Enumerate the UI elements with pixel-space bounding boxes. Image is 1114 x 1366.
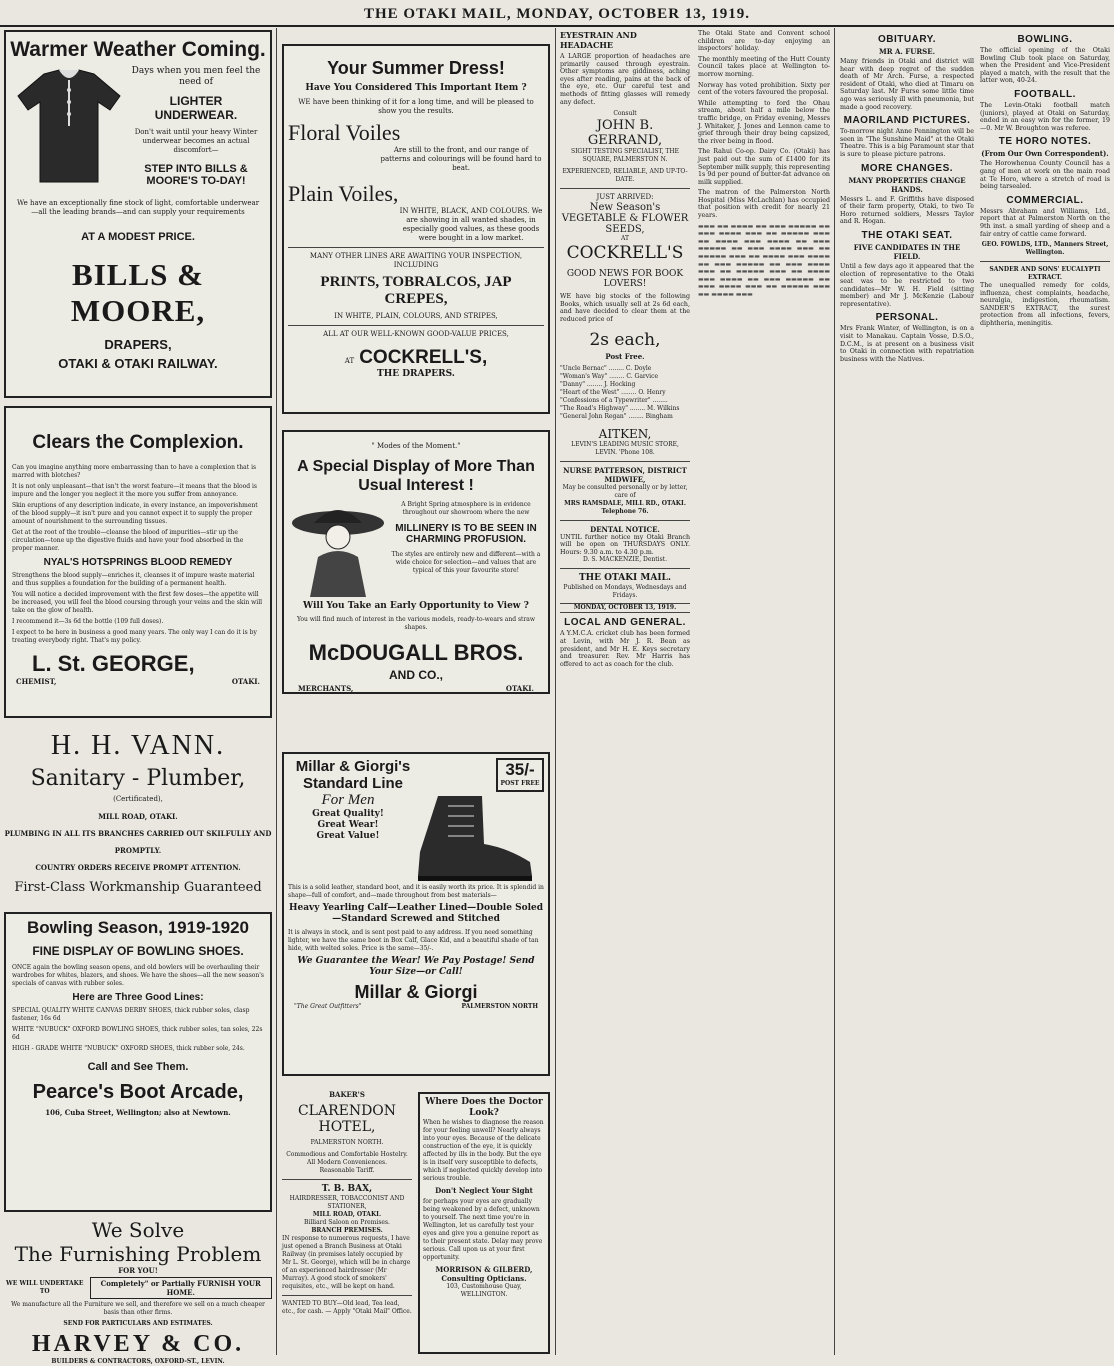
ad-address: BUILDERS & CONTRACTORS, OXFORD-ST., LEVIN. (51, 1358, 225, 1365)
article-text: The Levin-Otaki football match (juniors), played at Otaki on Saturday, ended in an easy win for the former, 19—0. Mr W. Broughton was referee. (980, 101, 1110, 132)
ad-firm: COCKRELL'S (566, 243, 684, 264)
harvey-ad (4, 1218, 272, 1365)
ad-text: MRS RAMSDALE, MILL RD., OTAKI. Telephone 76. (564, 499, 686, 515)
ad-text: It is not only unpleasant—that isn't the worst feature—it means that the blood is impure and the longer you neglect it the more you suffer from annoyance. (12, 483, 257, 498)
section-heading: MORE CHANGES. (860, 162, 954, 174)
ad-lighter: LIGHTER UNDERWEAR. (154, 94, 238, 122)
ad-town: PALMERSTON NORTH (461, 1003, 538, 1010)
ad-drapers: THE DRAPERS. (377, 369, 455, 379)
ad-great: Great Wear! (317, 820, 379, 830)
ad-text: MILL ROAD, OTAKI. (312, 1211, 382, 1218)
ad-line: The Furnishing Problem (14, 1242, 262, 1266)
section-heading: FOOTBALL. (1014, 88, 1076, 100)
section-heading: TE HORO NOTES. (998, 136, 1092, 148)
ad-trade: Sanitary - Plumber, (30, 766, 246, 791)
ad-guarantee: We Guarantee the Wear! We Pay Postage! Send Your Size—or Call! (297, 956, 535, 977)
section-subheading: FIVE CANDIDATES IN THE FIELD. (853, 242, 961, 261)
ad-text: SIGHT TESTING SPECIALIST, THE SQUARE, PALMERSTON N. (570, 148, 680, 164)
section-subheading: (From Our Own Correspondent). (981, 149, 1109, 159)
ad-great: Great Value! (316, 831, 380, 841)
ad-address: MILL ROAD, OTAKI. (98, 812, 178, 821)
ad-name: JOHN B. GERRAND, (587, 118, 663, 149)
ad-text: May be consulted personally or by letter, care of (562, 483, 688, 499)
column-rule (555, 28, 556, 1355)
ad-call: Call and See Them. (87, 1061, 189, 1073)
column-rule (276, 28, 277, 1355)
section-heading: OBITUARY. (877, 34, 937, 45)
ad-text: Billiard Saloon on Premises. (304, 1219, 390, 1226)
section-heading: BOWLING. (1017, 34, 1073, 45)
ad-firm: Pearce's Boot Arcade, (32, 1081, 244, 1103)
ad-tagline: "The Great Outfitters" (294, 1003, 362, 1010)
ad-heading: MILLINERY IS TO BE SEEN IN CHARMING PROFUSION. (395, 523, 537, 545)
ad-line: WE WILL UNDERTAKE TO (6, 1280, 84, 1295)
ad-text: AND CO., (389, 668, 443, 682)
ad-text: AT (344, 357, 355, 365)
ad-heading: Here are Three Good Lines: (72, 992, 204, 1003)
ad-text: You will notice a decided improvement with the first few doses—the appetite will be increased, you will feel the blood coursing through your veins and the skin will take on the glow of health. (12, 591, 263, 614)
article-text: Until a few days ago it appeared that the election of representative to the Otaki seat was to be restricted to two candidates—Mr W. H. Field (sitting member) and Mr J. McKenzie (Labour representative). (840, 262, 974, 308)
ad-text: OTAKI. (505, 684, 534, 693)
article-text: A Y.M.C.A. cricket club has been formed at Levin, with Mr J. R. Bean as president, and Mr H. E. Keys secretary and treasurer. Rev. Mr Harris has offered to act as coach for the club. (560, 630, 690, 668)
book-list-item: "Danny" ........ J. Hocking (560, 380, 636, 388)
article-text: The Horowhenua County Council has a gang of men at work on the main road at Te Horo, where a stretch of road is being tarsealed. (980, 160, 1110, 191)
ad-address: 106, Cuba Street, Wellington; also at Newtown. (45, 1108, 231, 1117)
article-text: To-morrow night Anne Pennington will be seen in "The Sunshine Maid" at the Otaki Theatre. This is a big Paramount star that is sure to please picture patrons. (840, 128, 974, 158)
ad-heading: GOOD NEWS FOR BOOK LOVERS! (566, 269, 684, 290)
ad-text: for perhaps your eyes are gradually being weakened by a defect, unknown to yourself. The next time you're in Wellington, let us carefully test your eyes and give you a genuine report as to their present state. Delay may prove serious. Call upon us at your first opportunity. (423, 1198, 543, 1261)
col3-news (698, 30, 830, 1350)
ad-text: PALMERSTON NORTH. (310, 1139, 384, 1146)
ad-for: For Men (321, 792, 375, 808)
ad-question: Have You Considered This Important Item ? (305, 83, 527, 93)
ad-heading: Don't Neglect Your Sight (435, 1186, 533, 1195)
masthead: THE OTAKI MAIL, MONDAY, OCTOBER 13, 1919. (0, 3, 1114, 27)
ad-subtitle: FINE DISPLAY OF BOWLING SHOES. (32, 944, 244, 958)
ad-guarantee: First-Class Workmanship Guaranteed (14, 880, 262, 895)
ad-text: Commodious and Comfortable Hostelry. (286, 1151, 408, 1158)
woman-hat-illustration (288, 501, 388, 597)
ad-remedy: NYAL'S HOTSPRINGS BLOOD REMEDY (43, 557, 233, 568)
millar-giorgi-ad (282, 752, 550, 1076)
ad-heading: Floral Voiles (288, 120, 401, 145)
book-list-item: "Heart of the West" ........ O. Henry (560, 388, 666, 396)
ad-firm: GEO. FOWLDS, LTD., Manners Street, Wellington. (981, 241, 1109, 257)
column-rule (834, 28, 835, 1355)
ad-firm: MORRISON & GILBERD, Consulting Opticians. (435, 1265, 533, 1283)
ad-heading: New Season's VEGETABLE & FLOWER SEEDS, (561, 202, 689, 236)
ad-text: This is a solid leather, standard boot, and it is easily worth its price. It is splendid in shape—full of comfort, and—made throughout from best materials— (288, 884, 544, 899)
section-heading: LOCAL AND GENERAL. (564, 617, 686, 629)
ad-text: JUST ARRIVED: (596, 193, 654, 202)
ad-stock: We have an exceptionally fine stock of light, comfortable underwear—all the leading brands—and can supply your requirements (16, 199, 260, 216)
ad-text: I recommend it—3s 6d the bottle (109 full doses). (12, 618, 164, 625)
ad-title: Bowling Season, 1919-1920 (26, 918, 250, 937)
ad-heading: PRINTS, TOBRALCOS, JAP CREPES, (320, 274, 512, 307)
ad-title: Millar & Giorgi's Standard Line (295, 758, 411, 792)
ad-text: Strengthens the blood supply—enriches it, cleanses it of impure waste material and thus supplies a foundation for the building of a permanent health. (12, 572, 255, 587)
ad-great: Great Quality! (312, 809, 384, 819)
ad-drapers: DRAPERS, (104, 337, 172, 352)
article-text: The Otaki State and Convent school children are to-day enjoying an inspectors' holiday. (698, 30, 830, 53)
ad-text: When he wishes to diagnose the reason for your feeling unwell? Nearly always into your eyes. Because of the delicate construction of the eye, it is quickly affected by ills in the body. But the eye is in itself very susceptible to defects, which if neglected quickly develop into serious trouble. (423, 1119, 544, 1182)
ad-name: T. B. BAX, (321, 1184, 373, 1194)
morrison-gilberd-ad (418, 1092, 550, 1354)
article-text: The official opening of the Otaki Bowling Club took place on Saturday, when the President and Vice-President played a match, with the result that the latter won, 40-24. (980, 47, 1110, 85)
pearce-boot-ad (4, 912, 272, 1212)
ad-text: We manufacture all the Furniture we sell, and therefore we sell on a much cheaper basis than other firms. (11, 1301, 265, 1316)
complexion-ad (4, 406, 272, 718)
cockrells-summer-ad (282, 44, 550, 414)
ad-line: SPECIAL QUALITY WHITE CANVAS DERBY SHOES, thick rubber soles, clasp fastener, 16s 6d (12, 1007, 250, 1022)
paper-title: THE OTAKI MAIL. (578, 573, 671, 584)
ad-firm: Millar & Giorgi (354, 982, 478, 1002)
ad-heading: Heavy Yearling Calf—Leather Lined—Double Soled—Standard Screwed and Stitched (288, 903, 544, 924)
ad-text: BAKER'S (329, 1090, 365, 1099)
ad-text: Are still to the front, and our range of patterns and colourings will be found hard to beat. (380, 146, 542, 172)
ad-text: The unequalled remedy for colds, influenza, chest complaints, headache, neuralgia, indigestion, rheumatism. SANDER'S EXTRACT, the surest protection from all infections, fevers, diphtheria, meningitis. (980, 282, 1110, 328)
ad-text: Post Free. (605, 351, 645, 361)
ad-text: EXPERIENCED, RELIABLE, AND UP-TO-DATE. (562, 168, 688, 184)
ad-text: LEVIN'S LEADING MUSIC STORE, LEVIN. 'Phone 108. (571, 440, 679, 456)
section-subheading: MR A. FURSE. (878, 47, 936, 56)
ad-line: PLUMBING IN ALL ITS BRANCHES CARRIED OUT SKILFULLY AND (4, 829, 272, 838)
section-heading: PERSONAL. (875, 312, 939, 324)
text-filler: ▬▬▬ ▬▬ ▬▬▬▬ ▬▬ ▬▬▬ ▬▬▬▬▬ ▬▬ ▬▬▬ ▬▬▬▬ ▬▬▬ ▬▬ ▬▬▬▬▬ ▬▬▬ ▬▬ ▬▬▬▬ ▬▬▬ ▬▬▬▬ ▬▬ ▬▬▬ ▬▬▬▬▬ ▬▬ ▬▬▬ ▬▬▬▬ ▬▬▬ ▬▬ ▬▬▬▬▬ ▬▬▬ ▬▬ ▬▬▬▬ ▬▬▬ ▬▬▬▬ ▬▬ ▬▬▬ ▬▬▬▬▬ ▬▬ ▬▬▬ ▬▬▬▬ ▬▬▬ ▬▬ ▬▬▬▬▬ ▬▬▬ ▬▬ ▬▬▬▬ ▬▬▬ ▬▬▬▬ ▬▬ ▬▬▬ ▬▬▬▬▬ ▬▬ ▬▬▬ ▬▬▬▬ ▬▬▬ ▬▬ ▬▬▬▬▬ ▬▬▬ ▬▬ ▬▬▬▬ ▬▬▬ (698, 222, 830, 298)
ad-text: IN WHITE, PLAIN, COLOURS, AND STRIPES, (334, 312, 498, 320)
ad-post: POST FREE (500, 780, 540, 787)
ad-price: 2s each, (589, 329, 661, 350)
section-heading: MAORILAND PICTURES. (843, 115, 971, 127)
ad-text: IN response to numerous requests, I have just opened a Branch Business at Otaki Railway (in premises lately occupied by Mr L. St. George), which will be in charge of an experienced hairdresser (Mr Murray). A good stock of smokers' requisites, etc., will be kept on hand. (282, 1235, 411, 1290)
ad-text: UNTIL further notice my Otaki Branch will be open on THURSDAYS ONLY. Hours: 9.30 a.m. to 4.30 p.m. (560, 533, 690, 556)
ad-text: ALL AT OUR WELL-KNOWN GOOD-VALUE PRICES, (323, 330, 509, 338)
ad-chemist: CHEMIST, (16, 677, 57, 686)
book-list-item: "Confessions of a Typewriter" ........ (560, 396, 668, 404)
column-3 (560, 30, 830, 1353)
ad-text: IN WHITE, BLACK, AND COLOURS. We are showing in all wanted shades, in especially good values, as these goods were bought in a low market. (399, 207, 543, 242)
ad-text: AT (620, 235, 629, 243)
ad-title: Clears the Complexion. (32, 432, 244, 453)
left-small-ads (282, 1090, 412, 1360)
ad-name: H. H. VANN. (50, 730, 226, 761)
ad-text: D. S. MACKENZIE, Dentist. (583, 556, 667, 564)
book-list (560, 365, 690, 421)
ad-firm: COCKRELL'S, (359, 347, 488, 368)
article-text: The monthly meeting of the Hutt County Council takes place at Wellington to-morrow morning. (698, 55, 830, 78)
ad-title: EYESTRAIN AND HEADACHE (560, 30, 637, 50)
ad-price: AT A MODEST PRICE. (81, 231, 195, 243)
ad-heading: DENTAL NOTICE. (590, 524, 660, 534)
article-text: While attempting to ford the Ohau stream, about half a mile below the traffic bridge, on Friday evening, Messrs J. Whitaker, J. Jones and Lennon came to grief through their dray being capsized, the river being in flood. (698, 99, 830, 145)
ad-line: We Solve (91, 1218, 185, 1242)
article-text: Messrs L. and F. Griffiths have disposed of their farm property, Otaki, to two Te Horo returned soldiers, Messrs Taylor and R. Hogan. (840, 195, 974, 226)
ad-text: ONCE again the bowling season opens, and old bowlers will be overhauling their wardrobes for whites, blazers, and shoes. We have the shoes—all the new season's specials of canvas with rubber soles. (12, 964, 265, 987)
section-heading: THE OTAKI SEAT. (861, 229, 953, 241)
article-text: Messrs Abraham and Williams, Ltd., report that at Palmerston North on the 9th inst. a small yarding of sheep and a fair entry of cattle came forward. (980, 207, 1110, 238)
wanted-ad: WANTED TO BUY—Old lead, Tea lead, etc., for cash. — Apply "Otaki Mail" Office. (282, 1300, 412, 1315)
book-list-item: "The Road's Highway" ........ M. Wilkins (560, 404, 680, 412)
ad-hotel: CLARENDON HOTEL, (297, 1103, 397, 1135)
ad-dont: Don't wait until your heavy Winter underwear becomes an actual discomfort— (134, 128, 258, 154)
ad-cert: (Certificated), (113, 795, 163, 803)
ad-text: Reasonable Tariff. (319, 1167, 375, 1174)
boot-illustration (408, 792, 538, 884)
ad-firm: AITKEN, (598, 426, 652, 441)
ad-text: " Modes of the Moment." (371, 442, 461, 450)
column-1 (4, 30, 272, 1365)
mcdougall-ad (282, 430, 550, 694)
ad-price: 35/- (505, 760, 535, 779)
ad-text: I expect to be here in business a good many years. The only way I can do it is by treating everybody right. That's my policy. (12, 629, 257, 644)
ad-firm: BILLS & MOORE, (70, 257, 206, 328)
section-heading: COMMERCIAL. (1006, 194, 1084, 206)
ad-text: Can you imagine anything more embarrassing than to have a complexion that is marred with blotches? (12, 464, 257, 479)
ad-town: OTAKI. (231, 677, 260, 686)
ad-text: It is always in stock, and is sent post paid to any address. If you need something lighter, we have the same boot in Box Calf, Glace Kid, and a beautiful shade of tan hide, with welted soles. Price is the same—35/-. (288, 929, 539, 952)
paper-pub: Published on Mondays, Wednesdays and Fridays. (563, 584, 687, 600)
ad-heading: Plain Voiles, (288, 181, 399, 206)
article-text: Many friends in Otaki and district will hear with deep regret of the sudden death of Mr Arch. Furse, a respected resident of Otaki, who died at Timaru on Saturday last. Mr Furse some little time ago was seriously ill with pneumonia, but made a good recovery. (840, 58, 974, 111)
undershirt-illustration (14, 66, 124, 186)
ad-text: HAIRDRESSER, TOBACCONIST AND STATIONER, (289, 1195, 405, 1210)
ad-line: FOR YOU! (118, 1266, 158, 1275)
ad-box: Completely" or Partially FURNISH YOUR HOME. (90, 1277, 272, 1299)
column-2 (282, 30, 550, 1353)
ad-line: PROMPTLY. (114, 846, 162, 855)
ad-text: MANY OTHER LINES ARE AWAITING YOUR INSPECTION, INCLUDING (309, 252, 523, 269)
article-text: Mrs Frank Winter, of Wellington, is on a visit to Manakau. Captain Vosse, D.S.O., D.C.M., is at present on a business visit to Otaki in connection with repatriation business with the Natives. (840, 325, 974, 363)
ad-text: MERCHANTS, (298, 684, 354, 693)
ad-title: Where Does the Doctor Look? (425, 1097, 543, 1118)
book-list-item: "Uncle Bernac" ........ C. Doyle (560, 364, 652, 372)
column-5 (980, 30, 1110, 1353)
ad-text: Consult (613, 110, 637, 118)
ad-text: A Bright Spring atmosphere is in evidence throughout our showroom where the new (401, 501, 531, 516)
ad-title: A Special Display of More Than Usual Interest ! (297, 458, 535, 494)
article-text: Norway has voted prohibition. Sixty per cent of the voters favoured the proposal. (698, 81, 830, 97)
ad-address: 103, Customhouse Quay, WELLINGTON. (446, 1283, 522, 1298)
ad-line: SEND FOR PARTICULARS AND ESTIMATES. (63, 1320, 213, 1327)
ad-text: You will find much of interest in the various models, ready-to-wears and straw shapes. (296, 616, 536, 631)
ad-text: Skin eruptions of any description indicate, in every instance, an impoverishment of the blood supply—it isn't pure and you cannot expect it to supply the proper amount of nourishment to the surrounding tissues. (12, 502, 258, 525)
article-text: The Rahui Co-op. Dairy Co. (Otaki) has just paid out the sum of £1400 for its September milk supply, this representing 1s 9d per pound of butter-fat advance on milk supplied. (698, 148, 830, 186)
ad-text: Get at the root of the trouble—cleanse the blood of impurities—stir up the circulation—tone up the digestive fluids and have your food absorbed in the proper manner. (12, 529, 244, 552)
ad-step: STEP INTO BILLS & MOORE'S TO-DAY! (144, 163, 248, 187)
ad-title: Your Summer Dress! (327, 58, 505, 78)
ad-line: COUNTRY ORDERS RECEIVE PROMPT ATTENTION. (35, 863, 241, 872)
ad-firm: HARVEY & CO. (31, 1331, 245, 1357)
section-subheading: MANY PROPERTIES CHANGE HANDS. (848, 175, 966, 194)
ad-line: WHITE "NUBUCK" OXFORD BOWLING SHOES, thick rubber soles, tan soles, 22s 6d (12, 1026, 263, 1041)
ad-title: Warmer Weather Coming. (10, 38, 266, 61)
ad-text: WE have big stocks of the following Books, which usually sell at 2s 6d each, and have decided to clear them at the reduced price of (560, 293, 690, 323)
ad-text: All Modern Conveniences. (307, 1159, 387, 1166)
ad-firm: McDOUGALL BROS. (308, 640, 524, 665)
ad-heading: NURSE PATTERSON, DISTRICT MIDWIFE, (563, 465, 687, 484)
ad-signature: L. St. GEORGE, (32, 651, 195, 676)
ad-text: A LARGE proportion of headaches are primarily caused through eyestrain. Other symptoms are giddiness, aching eyes after reading, pains at the back of the eye, etc. Our careful test and methods of fitting glasses will remedy any defect. (560, 53, 690, 106)
column-4 (840, 30, 974, 1353)
ad-text: The styles are entirely new and different—with a wide choice for selection—and values that are typical of this your favourite store! (391, 551, 541, 574)
article-text: The matron of the Palmerston North Hospital (Miss McLachlan) has occupied that position with credit for nearly 21 years. (698, 189, 830, 220)
col3-ads (560, 30, 690, 690)
ad-text: BRANCH PREMISES. (311, 1227, 383, 1234)
bills-moore-ad (4, 30, 272, 398)
ad-intro: Days when you men feel the need of (131, 66, 261, 87)
book-list-item: "Woman's Way" ........ C. Garvice (560, 372, 658, 380)
paper-date: MONDAY, OCTOBER 13, 1919. (560, 603, 690, 613)
ad-heading: Will You Take an Early Opportunity to View ? (303, 601, 529, 611)
ad-text: WE have been thinking of it for a long time, and will be pleased to show you the results. (298, 98, 534, 115)
book-list-item: "General John Regan" ........ Bingham (560, 412, 673, 420)
ad-place: OTAKI & OTAKI RAILWAY. (58, 356, 218, 371)
ad-heading: SANDER AND SONS' EUCALYPTI EXTRACT. (989, 266, 1101, 282)
ad-line: HIGH - GRADE WHITE "NUBUCK" OXFORD SHOES, thick rubber sole, 24s. (12, 1045, 245, 1052)
